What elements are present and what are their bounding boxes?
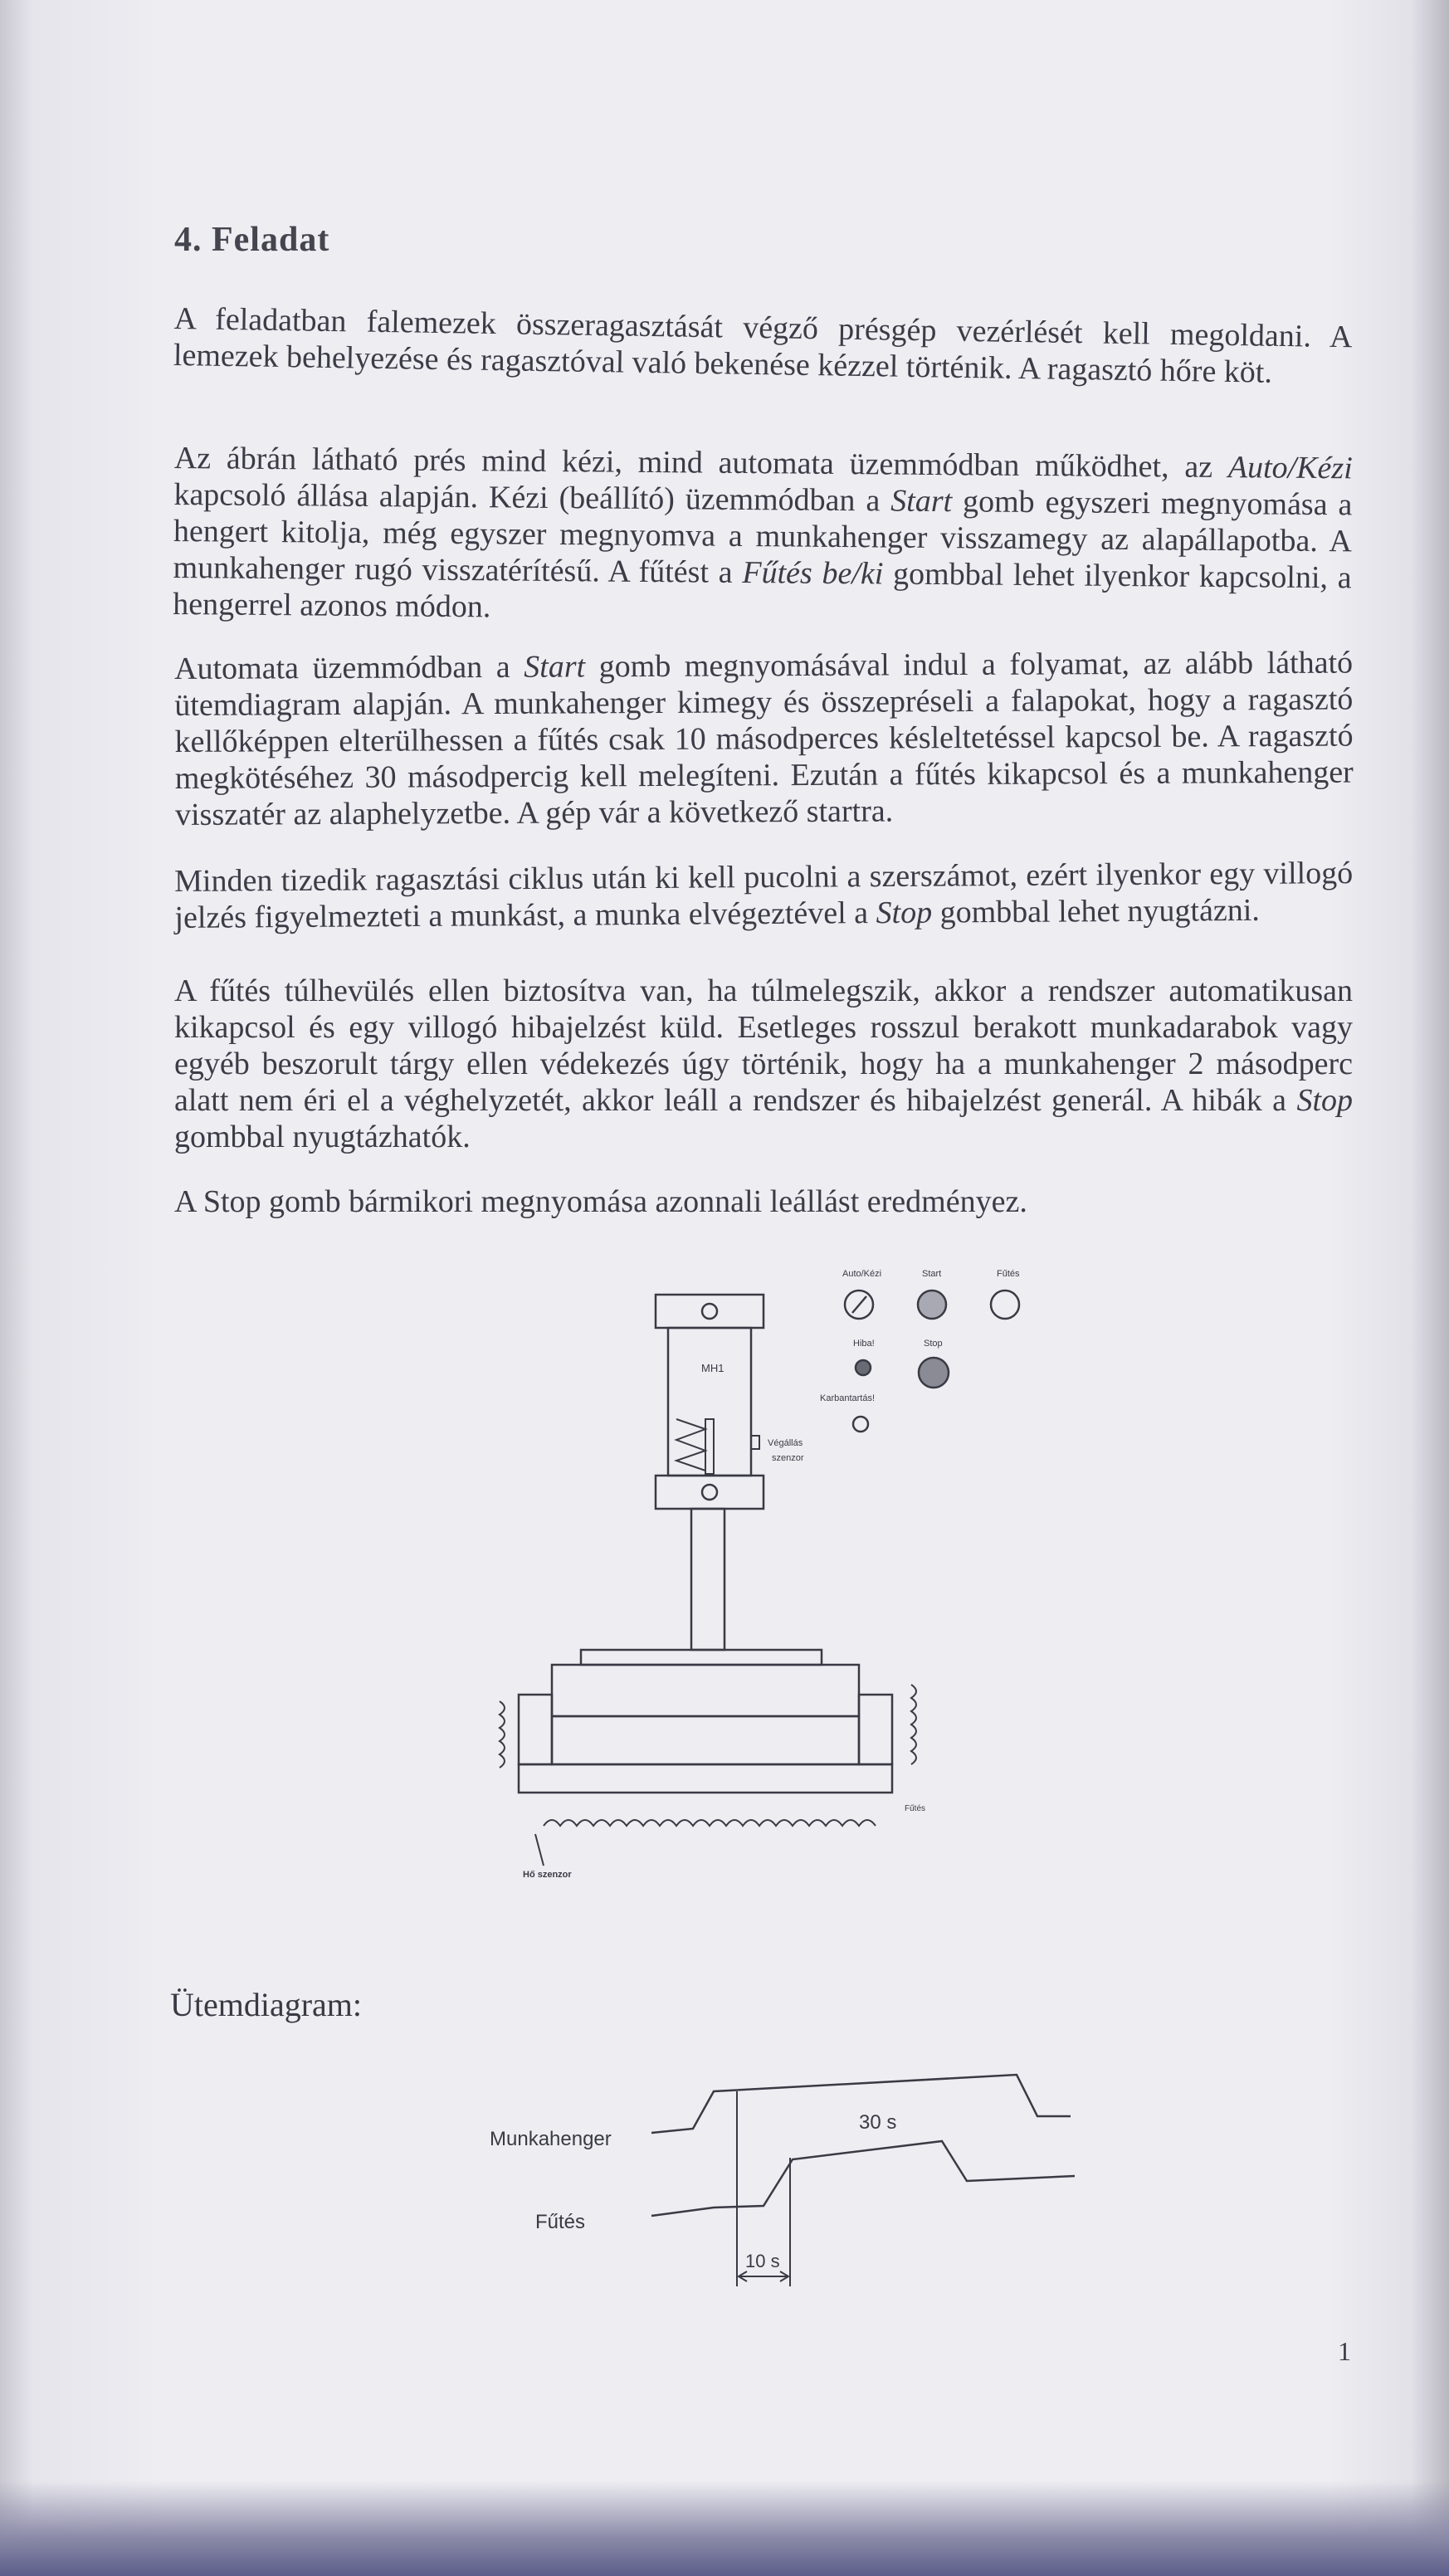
text-run: A Stop gomb bármikori megnyomása azonnali leállást eredményez. [174, 1184, 1027, 1219]
base-plate [519, 1764, 892, 1793]
heater-label: Fűtés [905, 1804, 926, 1813]
side-block-left [519, 1695, 552, 1764]
signal-label-cylinder: Munkahenger [490, 2128, 612, 2150]
press-diagram [465, 1253, 1020, 1892]
delay-label: 10 s [745, 2251, 780, 2271]
paragraph-maintenance [174, 855, 1354, 936]
svg-text:Végállás: Végállás [768, 1438, 803, 1448]
paragraph-modes [173, 440, 1353, 632]
svg-text:Auto/Kézi: Auto/Kézi [842, 1269, 882, 1279]
heat-sensor-label: Hő szenzor [523, 1870, 572, 1880]
scan-shadow [0, 2481, 1449, 2576]
signal-label-heating: Fűtés [535, 2211, 586, 2233]
piston-rod [691, 1509, 724, 1650]
cylinder-label: MH1 [701, 1362, 724, 1374]
text-run: gomb megnyomásával indul a folyamat, az alább látható ütemdiagram alapján. A munkahenger kimegy és összepréseli a falapokat, hogy a ragasztó kellőképpen elterülhessen a fűtés csak 10 másodperces késleltetéssel kapcsol be. A ragasztó megkötéséhez 30 másodpercig kell melegíteni. Ezután a fűtés kikapcsol és a munkahenger visszatér az alaphelyzetbe. A gép vár a következő startra. [174, 645, 1354, 832]
start-button[interactable] [918, 1290, 946, 1319]
italic-term: Fűtés be/ki [742, 554, 884, 592]
paragraph-stop [174, 1183, 1353, 1220]
heater-coil-bottom-icon [544, 1820, 876, 1826]
paragraph-automatic [174, 645, 1354, 833]
italic-term: Stop [876, 895, 933, 931]
italic-term: Auto/Kézi [1227, 450, 1353, 486]
italic-term: Stop [1296, 1083, 1353, 1118]
cylinder-bottom-cap [656, 1476, 764, 1509]
italic-term: Start [890, 483, 953, 520]
page-title: 4. Feladat [174, 221, 330, 259]
maintenance-lamp [853, 1417, 868, 1432]
text-run: Minden tizedik ragasztási ciklus után ki kell pucolni a szerszámot, ezért ilyenkor egy villogó jelzés figyelmezteti a munkást, a munka elvégeztével a [174, 856, 1354, 935]
text-run: gombbal lehet ilyenkor kapcsolni, a hengerrel azonos módon. [173, 556, 1352, 625]
text-run: A fűtés túlhevülés ellen biztosítva van, ha túlmelegszik, akkor a rendszer automatikusan kikapcsol és egy villogó hibajelzést küld. Esetleges rosszul berakott munkadarabok vagy egyéb beszorult tárgy ellen védekezés úgy történik, hogy ha a munkahenger 2 másodperc alatt nem éri el a véghelyzetét, akkor leáll a rendszer és hibajelzést generál. A hibák a [174, 973, 1353, 1118]
paragraph-protection [174, 973, 1353, 1155]
text-run: gomb egyszeri megnyomása a hengert kitolja, még egyszer megnyomva a munkahenger visszamegy az alapállapotba. A munkahenger rugó visszatérítésű. A fűtést a [173, 484, 1353, 590]
heating-button[interactable] [991, 1290, 1019, 1319]
timing-diagram-title: Ütemdiagram: [170, 1986, 363, 2023]
text-run: A feladatban falemezek összeragasztását végző présgép vezérlését kell megoldani. A lemezek behelyezése és ragasztóval való bekenése kézzel történik. A ragasztó hőre köt. [173, 300, 1353, 390]
text-run: kapcsoló állása alapján. Kézi (beállító) üzemmódban a [173, 476, 891, 519]
error-lamp [856, 1360, 871, 1375]
heater-coil-left-icon [500, 1701, 505, 1768]
text-run: gombbal nyugtázhatók. [174, 1120, 471, 1154]
workpiece-lower [552, 1716, 859, 1764]
workpiece-upper [552, 1665, 859, 1716]
cylinder-body [668, 1328, 751, 1476]
italic-term: Start [524, 649, 586, 685]
text-run: Automata üzemmódban a [174, 649, 524, 686]
side-block-right [859, 1695, 892, 1764]
duration-label: 30 s [859, 2111, 897, 2134]
svg-text:Stop: Stop [924, 1339, 943, 1349]
svg-text:Hiba!: Hiba! [853, 1339, 875, 1349]
svg-text:Start: Start [922, 1269, 942, 1279]
text-run: Az ábrán látható prés mind kézi, mind automata üzemmódban működhet, az [173, 440, 1229, 485]
stop-button[interactable] [919, 1358, 949, 1388]
spring-icon [676, 1419, 705, 1471]
paragraph-intro [173, 300, 1353, 392]
heating-signal-trace [651, 2141, 1075, 2216]
svg-text:szenzor: szenzor [772, 1453, 804, 1463]
timing-diagram [465, 2033, 1095, 2299]
cylinder-top-cap [656, 1295, 764, 1328]
limit-sensor [751, 1436, 759, 1449]
press-plate-top [581, 1650, 822, 1665]
heater-coil-right-icon [911, 1685, 916, 1764]
text-run: gombbal lehet nyugtázni. [931, 892, 1260, 930]
svg-text:Karbantartás!: Karbantartás! [820, 1393, 876, 1403]
svg-text:Fűtés: Fűtés [997, 1269, 1020, 1279]
page-number: 1 [1338, 2336, 1351, 2366]
